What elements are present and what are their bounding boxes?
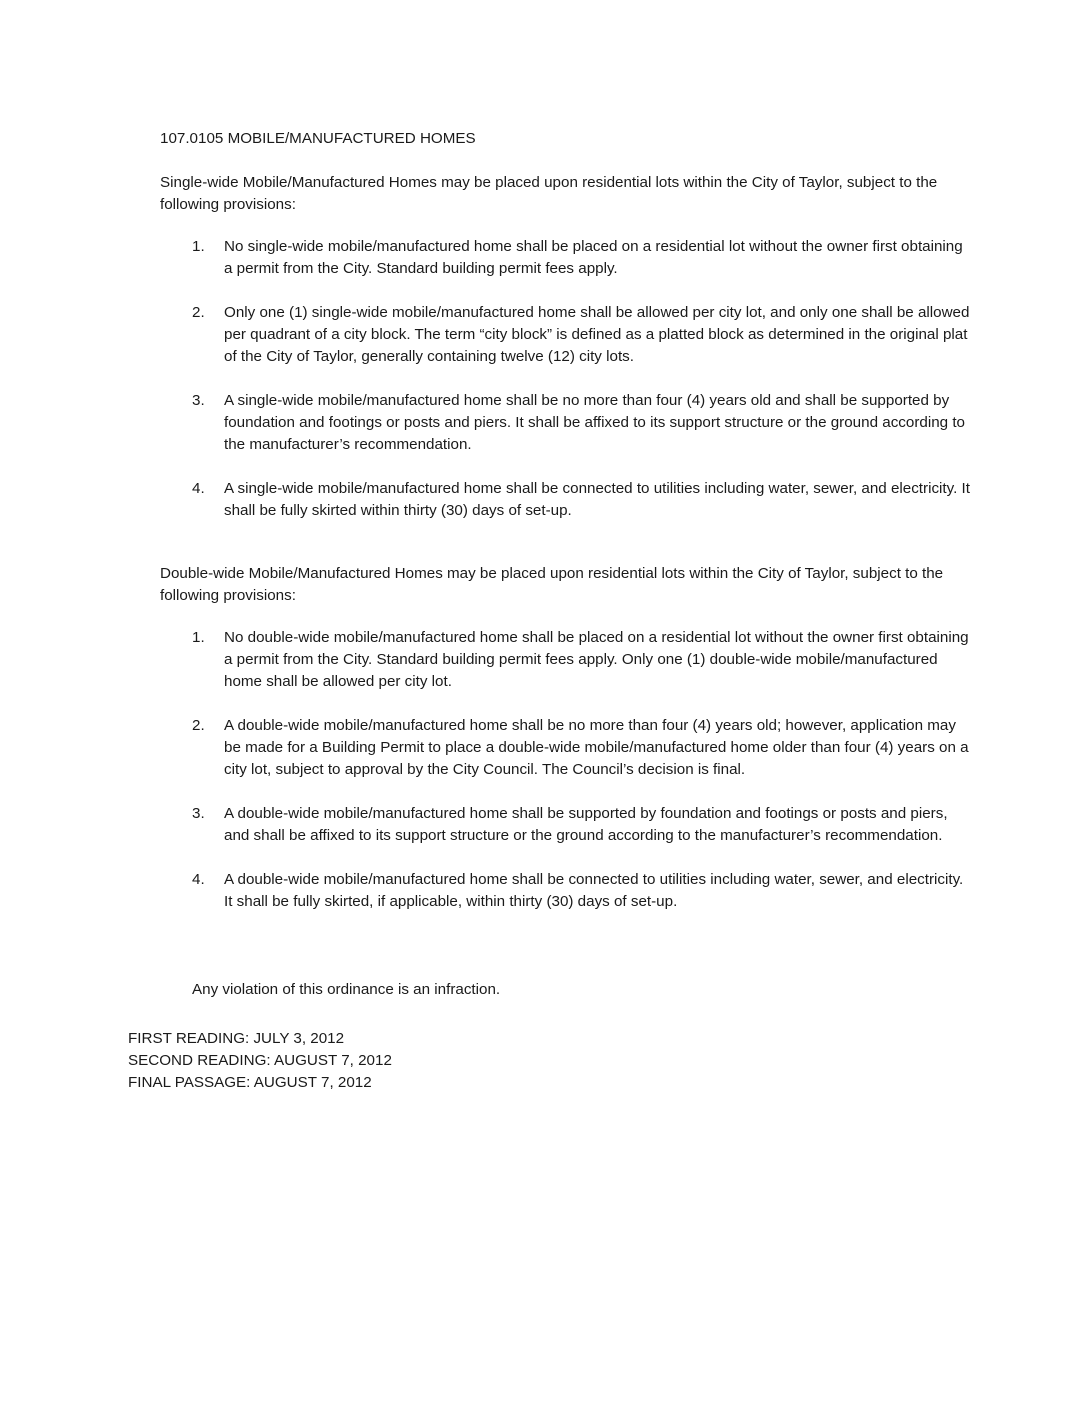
provision-number: 2. [192, 304, 205, 321]
double-wide-intro: Double-wide Mobile/Manufactured Homes may be placed upon residential lots within the City of Taylor, subject to the following provisions: [160, 565, 944, 604]
provision-item [160, 302, 970, 368]
provision-text: A single-wide mobile/manufactured home shall be connected to utilities including water, sewer, and electricity. It shall be fully skirted within thirty (30) days of set-up. [224, 480, 970, 519]
readings-block [128, 1028, 392, 1094]
provision-item [160, 627, 970, 693]
double-wide-provisions [160, 627, 970, 935]
first-reading: FIRST READING: JULY 3, 2012 [128, 1030, 345, 1047]
provision-text: A double-wide mobile/manufactured home shall be supported by foundation and footings or posts and piers, and shall be affixed to its support structure or the ground according to the manufacturer’s recommendation. [224, 805, 948, 844]
provision-number: 4. [192, 871, 205, 888]
provision-item [160, 390, 970, 456]
provision-item [160, 803, 970, 847]
provision-item [160, 478, 970, 522]
provision-text: No double-wide mobile/manufactured home shall be placed on a residential lot without the owner first obtaining a permit from the City. Standard building permit fees apply. Only one (1) double-wide mobile/manufactured home shall be allowed per city lot. [224, 629, 969, 690]
provision-item [160, 715, 970, 781]
provision-number: 2. [192, 717, 205, 734]
provision-number: 1. [192, 629, 205, 646]
single-wide-provisions [160, 236, 970, 544]
provision-number: 3. [192, 805, 205, 822]
violation-statement: Any violation of this ordinance is an infraction. [192, 981, 501, 998]
provision-item [160, 236, 970, 280]
provision-text: No single-wide mobile/manufactured home shall be placed on a residential lot without the owner first obtaining a permit from the City. Standard building permit fees apply. [224, 238, 963, 277]
provision-item [160, 869, 970, 913]
second-reading: SECOND READING: AUGUST 7, 2012 [128, 1052, 392, 1069]
provision-number: 4. [192, 480, 205, 497]
single-wide-intro: Single-wide Mobile/Manufactured Homes may be placed upon residential lots within the City of Taylor, subject to the following provisions: [160, 174, 938, 213]
provision-number: 1. [192, 238, 205, 255]
section-heading: 107.0105 MOBILE/MANUFACTURED HOMES [160, 130, 476, 147]
provision-text: Only one (1) single-wide mobile/manufactured home shall be allowed per city lot, and only one shall be allowed per quadrant of a city block. The term “city block” is defined as a platted block as determined in the original plat of the City of Taylor, generally containing twelve (12) city lots. [224, 304, 970, 365]
provision-text: A double-wide mobile/manufactured home shall be connected to utilities including water, sewer, and electricity. It shall be fully skirted, if applicable, within thirty (30) days of set-up. [224, 871, 964, 910]
final-passage: FINAL PASSAGE: AUGUST 7, 2012 [128, 1074, 372, 1091]
provision-text: A single-wide mobile/manufactured home shall be no more than four (4) years old and shall be supported by foundation and footings or posts and piers. It shall be affixed to its support structure or the ground according to the manufacturer’s recommendation. [224, 392, 965, 453]
provision-text: A double-wide mobile/manufactured home shall be no more than four (4) years old; however, application may be made for a Building Permit to place a double-wide mobile/manufactured home older than four (4) years on a city lot, subject to approval by the City Council. The Council’s decision is final. [224, 717, 969, 778]
provision-number: 3. [192, 392, 205, 409]
